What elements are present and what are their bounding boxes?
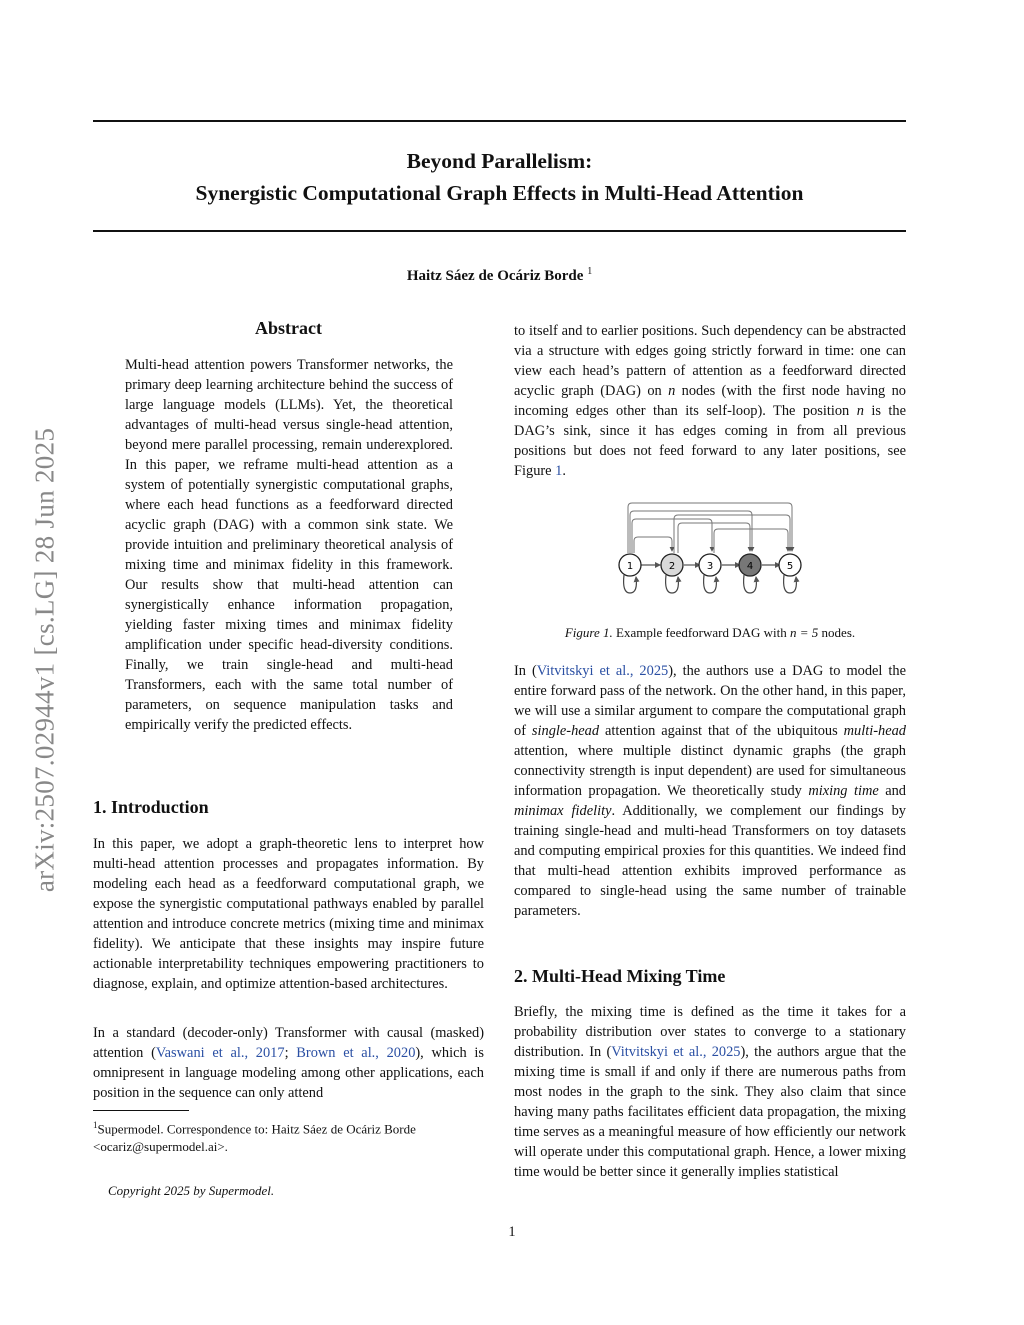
emph-minimax-fidelity: minimax fidelity <box>514 803 612 819</box>
page-number: 1 <box>508 1224 516 1240</box>
intro-paragraph-2 <box>93 1023 484 1103</box>
right-paragraph-2 <box>514 661 906 921</box>
math-n: n <box>856 403 864 419</box>
emph-mixing-time: mixing time <box>808 783 879 799</box>
text-span: ), the authors argue that the mixing time is small if and only if there are numerous paths from most nodes in the graph to the sink. They also claim that since having many paths facilitates efficient data propagation, the mixing time serves as a meaningful measure of how efficiently our network will operate under this computational graph. Hence, a lower mixing time would be better since it generally implies statistical <box>514 1044 906 1180</box>
math-n-equals-5: n = 5 <box>790 625 819 640</box>
emph-multi-head: multi-head <box>843 723 906 739</box>
figure-caption <box>514 625 906 641</box>
dag-node-label: 1 <box>626 561 634 572</box>
text-span: ), which is omnipresent in language modeling among other applications, each position in the sequence can only attend <box>93 1045 484 1101</box>
text-span: nodes. <box>818 625 856 640</box>
math-n: n <box>668 383 676 399</box>
text-span: In a standard (decoder-only) Transformer with causal (masked) attention ( <box>93 1025 484 1061</box>
text-span: attention against that of the ubiquitous <box>599 723 844 739</box>
copyright-notice: Copyright 2025 by Supermodel. <box>108 1183 275 1198</box>
footnote-text: Supermodel. Correspondence to: Haitz Sáez de Ocáriz Borde <ocariz@supermodel.ai>. <box>93 1121 416 1155</box>
paper-title <box>93 145 906 209</box>
citation-link-brown[interactable]: Brown et al., 2020 <box>296 1045 416 1061</box>
footnote <box>93 1116 484 1156</box>
text-span: Briefly, the mixing time is defined as the time it takes for a probability distribution over states to converge to a stationary distribution. In ( <box>514 1004 906 1060</box>
text-span: . <box>562 463 566 479</box>
abstract-heading: Abstract <box>255 318 322 338</box>
figure-ref-link[interactable]: 1 <box>555 463 563 479</box>
text-span: and <box>878 783 906 799</box>
right-paragraph-1 <box>514 321 906 481</box>
citation-link-vaswani[interactable]: Vaswani et al., 2017 <box>155 1045 285 1061</box>
dag-node-label: 2 <box>668 561 676 572</box>
author-name: Haitz Sáez de Ocáriz Borde <box>406 268 584 284</box>
citation-link-vitvitskyi[interactable]: Vitvitskyi et al., 2025 <box>536 663 669 679</box>
affiliation-mark: 1 <box>587 266 593 277</box>
title-line-2: Synergistic Computational Graph Effects in Multi-Head Attention <box>195 181 804 205</box>
text-span: In ( <box>514 663 537 679</box>
title-top-rule <box>93 120 906 122</box>
dag-node-label: 4 <box>746 561 754 572</box>
arxiv-id: arXiv:2507.02944v1 [cs.LG] 28 Jun 2025 <box>29 427 60 893</box>
title-line-1: Beyond Parallelism: <box>406 149 593 173</box>
footnote-mark: 1 <box>93 1120 98 1130</box>
abstract-text: Multi-head attention powers Transformer networks, the primary deep learning architecture behind the success of large language models (LLMs). Yet, the theoretical advantages of multi-head versus single-head attention, beyond mere parallel processing, remain underexplored. In this paper, we reframe multi-head attention as a system of potentially synergistic computational graphs, where each head functions as a feedforward directed acyclic graph (DAG) with a common sink state. We provide intuition and preliminary theoretical analysis of mixing time and minimax fidelity in this framework. Our results show that multi-head attention can synergistically enhance information propagation, yielding faster mixing times and minimax fidelity amplification under specific head-diversity conditions. Finally, we train single-head and multi-head Transformers, each with the same total number of parameters, on sequence manipulation tasks and empirically verify the predicted effects. <box>125 357 453 733</box>
dag-figure <box>600 495 820 605</box>
emph-single-head: single-head <box>531 723 600 739</box>
section-2-heading: 2. Multi-Head Mixing Time <box>514 966 726 986</box>
text-span: is the DAG’s sink, since it has edges coming in from all previous positions but does not feed forward to any later positions, see Figure <box>514 403 907 479</box>
dag-node-label: 5 <box>786 561 794 572</box>
citation-link-vitvitskyi-2[interactable]: Vitvitskyi et al., 2025 <box>611 1044 741 1060</box>
text-span: . Additionally, we complement our findings by training single-head and multi-head Transformers on toy datasets and computing empirical proxies for this quantities. We indeed find that multi-head attention exhibits improved performance as compared to single-head using the same number of trainable parameters. <box>514 803 906 919</box>
title-bottom-rule <box>93 230 906 232</box>
text-span: attention, where multiple distinct dynamic graphs (the graph connectivity strength is input dependent) are used for simultaneous information propagation. We theoretically study <box>514 743 906 799</box>
section-2-paragraph <box>514 1002 906 1182</box>
author-line <box>93 266 906 285</box>
text-span: ; <box>284 1045 297 1061</box>
intro-paragraph-1: In this paper, we adopt a graph-theoretic lens to interpret how multi-head attention processes and propagates information. By modeling each head as a feedforward computational graph, we expose the synergistic computational pathways enabled by parallel attention and introduce concrete metrics (mixing time and minimax fidelity). We anticipate that these insights may inspire future actionable interpretability techniques empowering practitioners to diagnose, explain, and optimize attention-based architectures. <box>93 836 484 992</box>
text-span: Example feedforward DAG with <box>612 625 791 640</box>
text-span: to itself and to earlier positions. Such dependency can be abstracted via a structure with edges going strictly forward in time: one can view each head’s pattern of attention as a feedforward directed acyclic graph (DAG) on <box>514 323 906 399</box>
dag-node-label: 3 <box>706 561 714 572</box>
footnote-rule <box>93 1110 189 1111</box>
text-span: ), the authors use a DAG to model the entire forward pass of the network. On the other hand, in this paper, we will use a similar argument to compare the computational graph of <box>514 663 906 739</box>
text-span: nodes (with the first node having no incoming edges other than its self-loop). The position <box>514 383 906 419</box>
caption-label: Figure 1. <box>564 625 613 640</box>
intro-heading: 1. Introduction <box>93 797 209 817</box>
